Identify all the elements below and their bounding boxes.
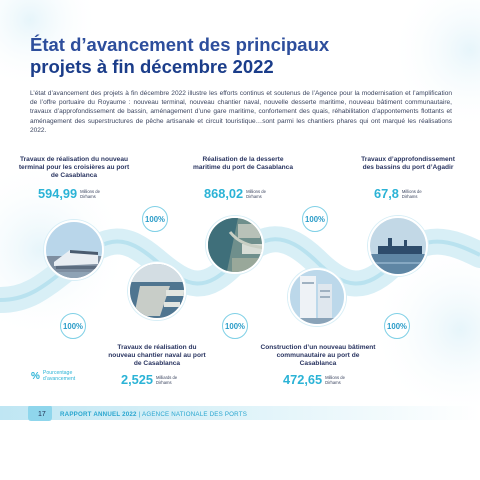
project-5-value: 67,8 <box>374 186 399 201</box>
project-2-metric <box>121 372 180 387</box>
footer-report-title <box>60 411 247 418</box>
footer-separator: | <box>138 411 141 418</box>
project-4-title: Construction d’un nouveau bâtiment communautaire au port de Casablanca <box>260 344 376 368</box>
project-3-unit: Millions de Dirhams <box>246 188 266 199</box>
project-3-title: Réalisation de la desserte maritime du port de Casablanca <box>192 156 294 172</box>
project-5-title: Travaux d’approfondissement des bassins du port d’Agadir <box>361 156 455 172</box>
percent-legend <box>31 370 83 382</box>
project-5-metric <box>374 186 426 201</box>
project-2-title: Travaux de réalisation du nouveau chantier naval au port de Casablanca <box>108 344 206 368</box>
project-4-value: 472,65 <box>283 372 323 387</box>
project-1-metric <box>38 186 104 201</box>
title-line-1: État d’avancement des principaux <box>30 34 330 55</box>
cruise-terminal-photo <box>44 220 104 280</box>
project-5-percent-badge: 100% <box>384 313 410 339</box>
report-title: RAPPORT ANNUEL 2022 <box>60 411 137 418</box>
project-1-title: Travaux de réalisation du nouveau terminal pour les croisières au port de Casablanca <box>18 156 130 180</box>
project-4-unit: Millions de Dirhams <box>325 374 345 385</box>
project-3-metric <box>204 186 270 201</box>
maritime-link-photo <box>206 216 264 274</box>
project-2-percent-badge: 100% <box>60 313 86 339</box>
page-title <box>30 34 330 78</box>
project-2-value: 2,525 <box>121 372 154 387</box>
page-number: 17 <box>38 411 46 418</box>
percent-legend-label: Pourcentage d’avancement <box>42 370 76 382</box>
project-4-percent-badge: 100% <box>222 313 248 339</box>
project-1-value: 594,99 <box>38 186 78 201</box>
project-5-unit: Millions de Dirhams <box>401 188 422 199</box>
intro-paragraph: L’état d’avancement des projets à fin décembre 2022 illustre les efforts continus et soutenus de l’Agence pour la modernisation et l’amplification de l’offre portuaire du Royaume : nouveau terminal, nouveau chantier naval, nouvelle desserte maritime, nouveau bâtiment communautaire, travaux d’approfondissement de bassin, aménagement d’une gare maritime, confortement des quais, réhabilitation d’appontements flottants et aménagement des superstructures de pêche artisanale et circuit touristique…sont parmi les chantiers phares qui ont marqué les réalisations 2022. <box>30 90 452 134</box>
community-building-photo <box>288 268 346 326</box>
project-3-value: 868,02 <box>204 186 244 201</box>
project-1-percent-badge: 100% <box>142 206 168 232</box>
project-4-metric <box>283 372 349 387</box>
project-2-unit: Milliards de Dirhams <box>156 374 178 385</box>
title-line-2: projets à fin décembre 2022 <box>30 56 274 77</box>
agadir-port-photo <box>368 216 428 276</box>
project-3-percent-badge: 100% <box>302 206 328 232</box>
agency-name: AGENCE NATIONALE DES PORTS <box>142 411 248 418</box>
shipyard-photo <box>128 262 186 320</box>
project-1-unit: Millions de Dirhams <box>80 188 100 199</box>
percent-legend-symbol: % <box>31 370 40 382</box>
